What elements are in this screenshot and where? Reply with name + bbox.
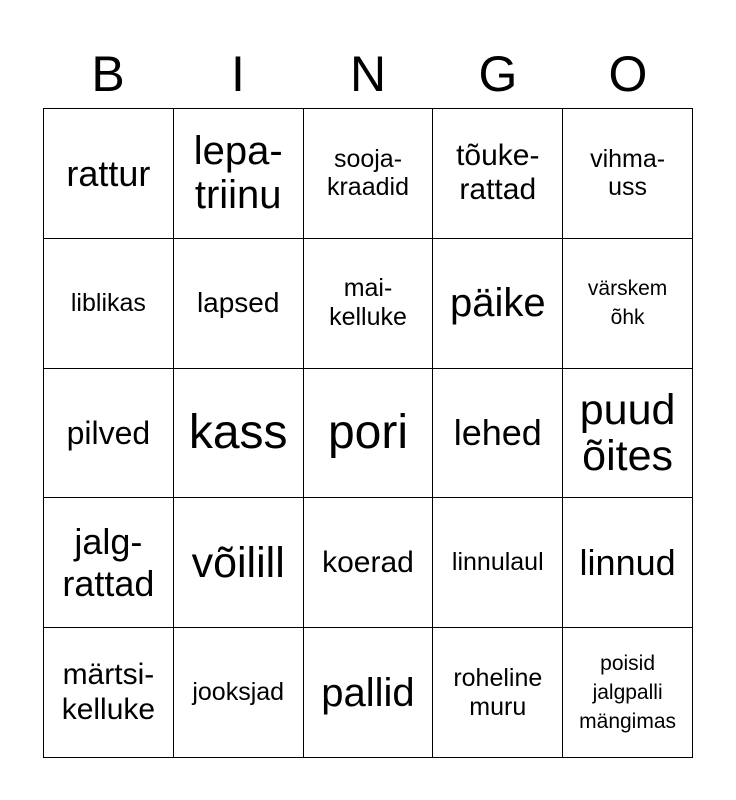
bingo-cell (563, 628, 693, 758)
cell-text: värskem õhk (587, 276, 668, 330)
cell-text: mai- kelluke (329, 274, 407, 332)
header-letter-n: N (349, 46, 387, 102)
bingo-cell (304, 109, 434, 239)
bingo-cell (563, 369, 693, 499)
bingo-cell (563, 498, 693, 628)
bingo-cell (174, 369, 304, 499)
bingo-cell (433, 369, 563, 499)
bingo-cell (174, 498, 304, 628)
bingo-cell (304, 239, 434, 369)
bingo-cell (304, 369, 434, 499)
cell-text: puud õites (579, 385, 676, 480)
cell-text: märtsi- kelluke (61, 658, 156, 726)
cell-text: jalg- rattad (62, 521, 155, 604)
cell-text: kass (188, 405, 288, 459)
bingo-cell (433, 239, 563, 369)
cell-text: pilved (66, 414, 151, 451)
cell-text: tõuke- rattad (456, 138, 540, 207)
bingo-card-grid (43, 108, 693, 758)
cell-text: lapsed (196, 287, 280, 319)
bingo-cell (563, 239, 693, 369)
cell-text: sooja- kraadid (326, 144, 409, 202)
header-letter-o: O (608, 46, 648, 102)
header-letter-b: B (91, 46, 125, 102)
cell-text: koerad (322, 545, 414, 579)
cell-text: lehed (453, 412, 542, 454)
cell-text: võilill (191, 538, 285, 587)
cell-text: rattur (66, 152, 151, 194)
bingo-cell (433, 498, 563, 628)
header-letter-i: I (231, 46, 245, 102)
cell-text: roheline muru (453, 663, 543, 721)
bingo-cell (44, 109, 174, 239)
bingo-cell (433, 628, 563, 758)
cell-text: päike (449, 281, 546, 326)
cell-text: jooksjad (192, 678, 285, 707)
header-letter-g: G (478, 46, 518, 102)
bingo-cell (44, 498, 174, 628)
bingo-cell (433, 109, 563, 239)
cell-text: pallid (321, 670, 415, 715)
cell-text: liblikas (70, 288, 146, 317)
cell-text: vihma- uss (590, 144, 666, 202)
bingo-cell (44, 628, 174, 758)
cell-text: linnulaul (451, 548, 544, 577)
cell-text: linnud (579, 542, 676, 584)
bingo-cell (304, 498, 434, 628)
bingo-cell (174, 109, 304, 239)
bingo-header (43, 40, 693, 108)
bingo-cell (44, 239, 174, 369)
bingo-cell (174, 628, 304, 758)
cell-text: poisid jalgpalli mängimas (579, 651, 677, 734)
bingo-cell (563, 109, 693, 239)
bingo-cell (304, 628, 434, 758)
cell-text: lepa- triinu (193, 129, 283, 218)
cell-text: pori (327, 405, 409, 459)
bingo-cell (174, 239, 304, 369)
bingo-cell (44, 369, 174, 499)
